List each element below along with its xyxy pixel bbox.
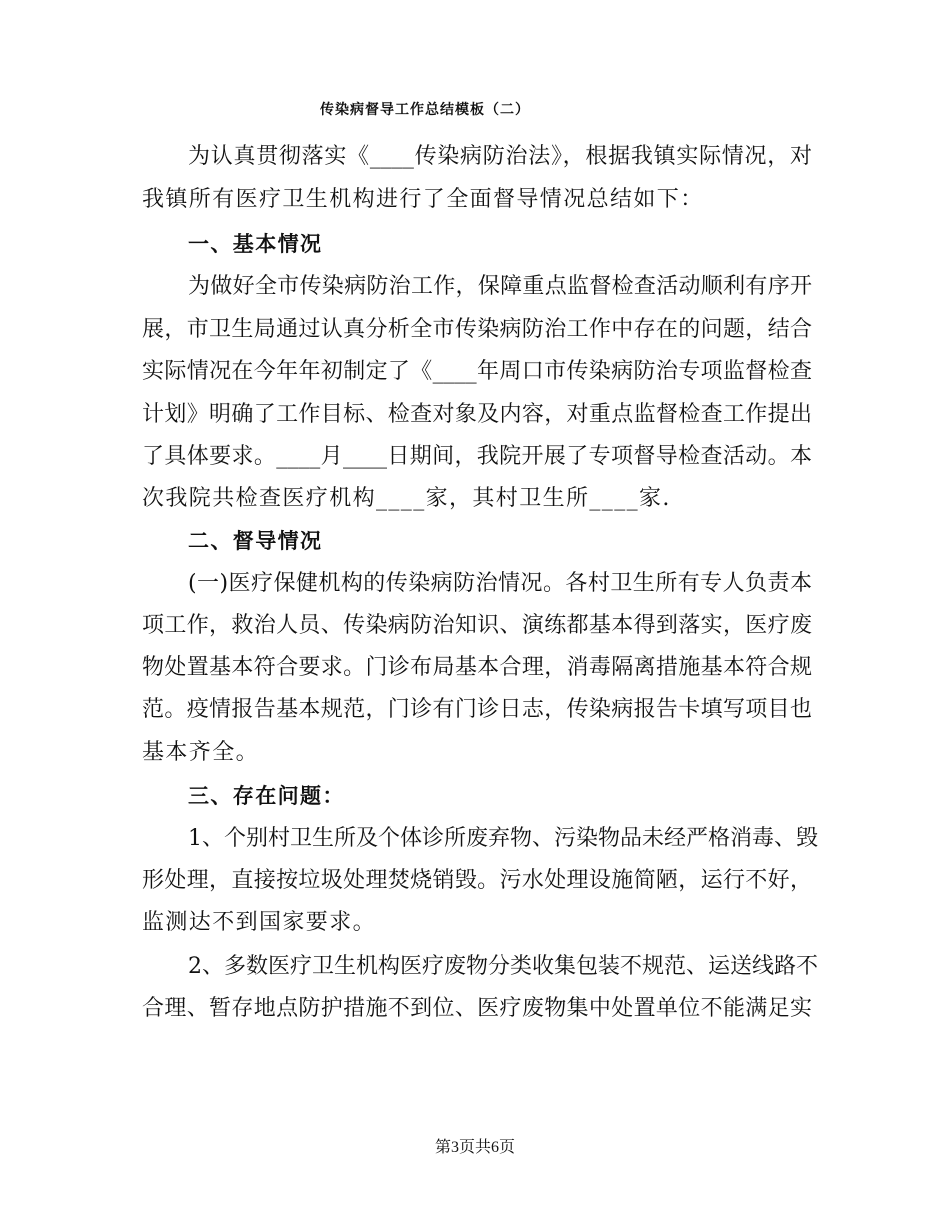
paragraph-line: (一)医疗保健机构的传染病防治情况。各村卫生所有专人负责本	[188, 571, 812, 596]
paragraph-line: 2、多数医疗卫生机构医疗废物分类收集包装不规范、运送线路不	[188, 954, 818, 979]
section-heading-problems: 三、存在问题：	[188, 784, 345, 808]
document-title: 传染病督导工作总结模板（二）	[320, 102, 530, 118]
paragraph-line: 为做好全市传染病防治工作，保障重点监督检查活动顺利有序开	[188, 274, 812, 299]
paragraph-line: 监测达不到国家要求。	[142, 910, 377, 935]
paragraph-line: 物处置基本符合要求。门诊布局基本合理，消毒隔离措施基本符合规	[142, 655, 812, 680]
paragraph-line: 展，市卫生局通过认真分析全市传染病防治工作中存在的问题，结合	[142, 317, 812, 342]
paragraph-line: 实际情况在今年年初制定了《____年周口市传染病防治专项监督检查	[142, 359, 812, 384]
paragraph-line: 次我院共检查医疗机构____家，其村卫生所____家.	[142, 486, 671, 511]
paragraph-line: 项工作，救治人员、传染病防治知识、演练都基本得到落实，医疗废	[142, 613, 812, 638]
paragraph-line: 合理、暂存地点防护措施不到位、医疗废物集中处置单位不能满足实	[142, 996, 812, 1021]
paragraph-line: 基本齐全。	[142, 740, 260, 765]
paragraph-line: 计划》明确了工作目标、检查对象及内容，对重点监督检查工作提出	[142, 402, 812, 427]
paragraph-line: 为认真贯彻落实《____传染病防治法》，根据我镇实际情况，对	[188, 144, 812, 169]
paragraph-line: 范。疫情报告基本规范，门诊有门诊日志，传染病报告卡填写项目也	[142, 697, 812, 722]
page-number: 第3页共6页	[434, 1139, 515, 1156]
paragraph-line: 我镇所有医疗卫生机构进行了全面督导情况总结如下：	[142, 187, 704, 212]
section-heading-supervision: 二、督导情况	[188, 529, 323, 553]
paragraph-line: 了具体要求。____月____日期间，我院开展了专项督导检查活动。本	[142, 444, 812, 469]
paragraph-line: 形处理，直接按垃圾处理焚烧销毁。污水处理设施简陋，运行不好，	[142, 868, 812, 893]
section-heading-basic: 一、基本情况	[188, 232, 323, 256]
paragraph-line: 1、个别村卫生所及个体诊所废弃物、污染物品未经严格消毒、毁	[188, 826, 818, 851]
